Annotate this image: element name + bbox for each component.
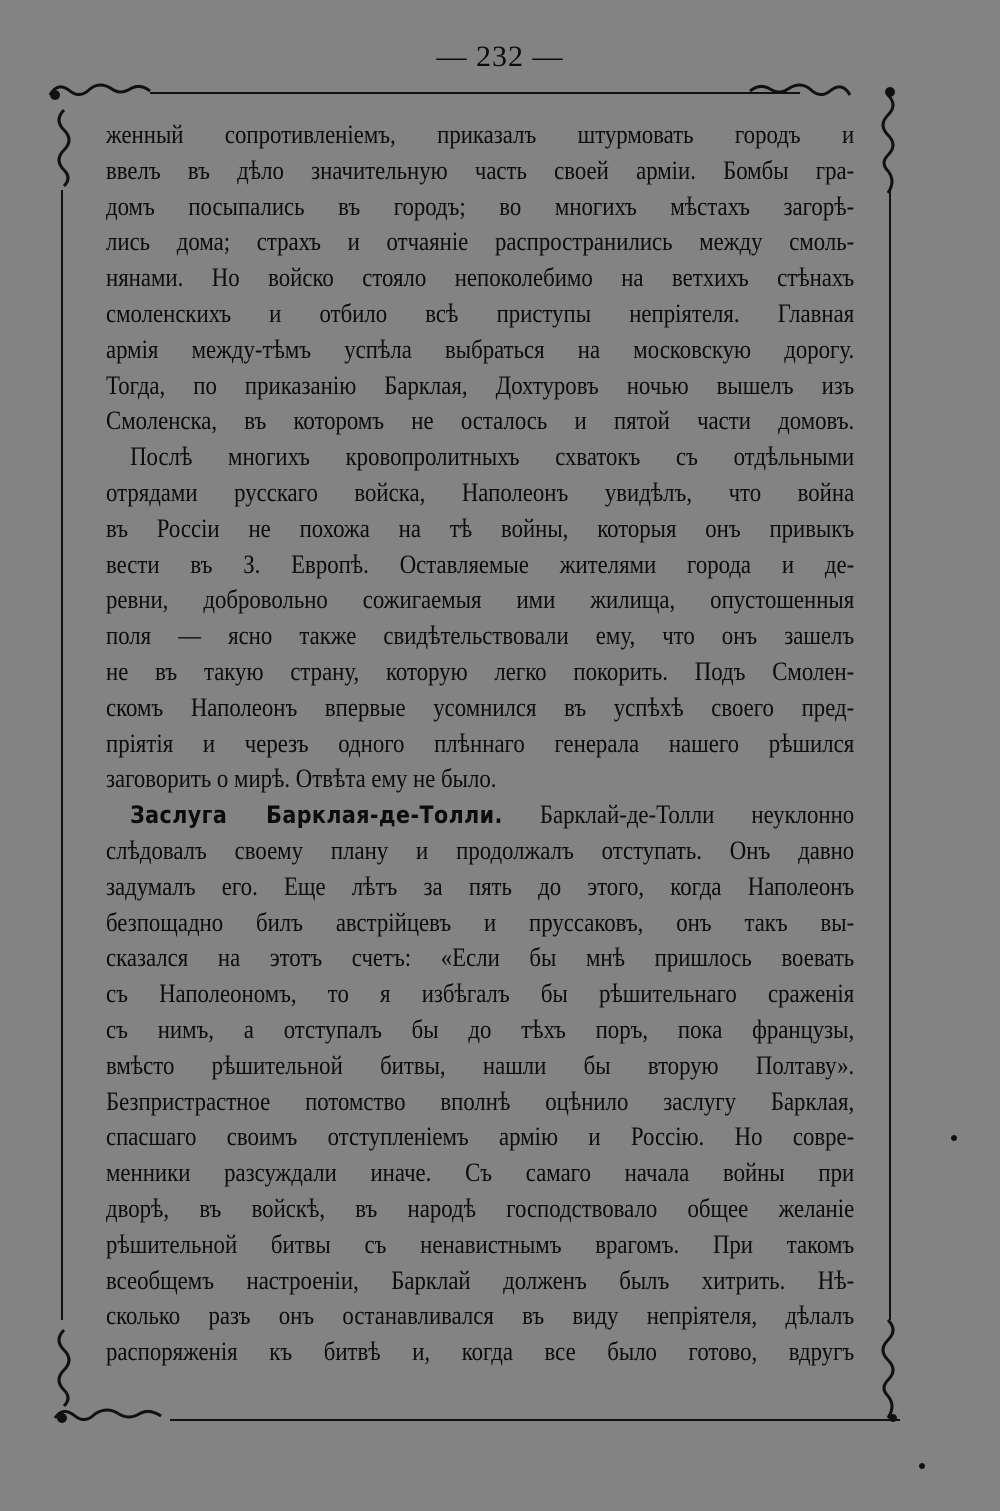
section-heading: Заслуга Барклая-де-Толли. — [130, 801, 503, 830]
text-line: спасшаго своимъ отступленіемъ армію и Россію. Но совре- — [106, 1121, 855, 1152]
text-line: сказался на этотъ счетъ: «Если бы мнѣ пришлось воевать — [106, 942, 855, 973]
text-line: заговорить о мирѣ. Отвѣта ему не было. — [106, 763, 497, 794]
text-line: рѣшительной битвы съ ненавистнымъ врагомъ. При такомъ — [106, 1228, 855, 1259]
paragraph-3 — [106, 797, 854, 1370]
text-line-with-heading — [106, 797, 854, 833]
text-line: вмѣсто рѣшительной битвы, нашли бы вторую Полтаву». — [106, 1049, 855, 1080]
text-line: ввелъ въ дѣло значительную часть своей арміи. Бомбы гра- — [106, 154, 855, 185]
text-line: всеобщемъ настроеніи, Барклай долженъ былъ хитрить. Нѣ- — [106, 1264, 855, 1295]
text-line: дворѣ, въ войскѣ, въ народѣ господствовало общее желаніе — [106, 1192, 855, 1223]
text-line: съ нимъ, а отступалъ бы до тѣхъ поръ, пока французы, — [106, 1013, 855, 1044]
text-line: пріятія и черезъ одного плѣннаго генерала нашего рѣшился — [106, 727, 855, 758]
text-line: Послѣ многихъ кровопролитныхъ схватокъ съ отдѣльными — [130, 441, 855, 472]
text-line: безпощадно билъ австрійцевъ и пруссаковъ, онъ такъ вы- — [106, 906, 855, 937]
text-line: распоряженія къ битвѣ и, когда все было готово, вдругъ — [106, 1336, 855, 1367]
paragraph-1 — [106, 117, 854, 439]
text-line: задумалъ его. Еще лѣтъ за пять до этого, когда Наполеонъ — [106, 870, 855, 901]
text-line: Тогда, по приказанію Барклая, Дохтуровъ ночью вышелъ изъ — [106, 369, 855, 400]
text-line: сколько разъ онъ останавливался въ виду непріятеля, дѣлалъ — [106, 1300, 855, 1331]
body-text — [106, 117, 855, 1370]
text-line: поля — ясно также свидѣтельствовали ему, что онъ зашелъ — [106, 620, 855, 651]
text-line: лись дома; страхъ и отчаяніе распространились между смоль- — [106, 226, 855, 257]
text-line: менники разсуждали иначе. Съ самаго начала войны при — [106, 1157, 855, 1188]
text-line: армія между-тѣмъ успѣла выбраться на московскую дорогу. — [106, 333, 855, 364]
text-line: въ Россіи не похожа на тѣ войны, которыя онъ привыкъ — [106, 512, 855, 543]
text-line: вести въ З. Европѣ. Оставляемые жителями города и де- — [106, 548, 855, 579]
text-line: женный сопротивленіемъ, приказалъ штурмовать городъ и — [106, 119, 855, 149]
text-line: отрядами русскаго войска, Наполеонъ увидѣлъ, что война — [106, 476, 855, 507]
page-number: — 232 — — [436, 40, 564, 73]
text-line: слѣдовалъ своему плану и продолжалъ отступать. Онъ давно — [106, 834, 855, 865]
paragraph-2 — [106, 439, 854, 797]
text-line: нянами. Но войско стояло непоколебимо на ветхихъ стѣнахъ — [106, 262, 855, 293]
text-line: Безпристрастное потомство вполнѣ оцѣнило заслугу Барклая, — [106, 1085, 855, 1116]
text-line: не въ такую страну, которую легко покорить. Подъ Смолен- — [106, 655, 855, 686]
text-line: Смоленска, въ которомъ не осталось и пятой части домовъ. — [106, 405, 855, 436]
text-line: скомъ Наполеонъ впервые усомнился въ успѣхѣ своего пред- — [106, 691, 855, 722]
heading-line-rest: Барклай-де-Толли неуклонно — [539, 799, 855, 830]
text-line: ревни, добровольно сожигаемыя ими жилища, опустошенныя — [106, 584, 855, 615]
text-line: смоленскихъ и отбило всѣ приступы непріятеля. Главная — [106, 297, 855, 328]
text-line: съ Наполеономъ, то я избѣгалъ бы рѣшительнаго сраженія — [106, 978, 855, 1009]
text-line: домъ посыпались въ городъ; во многихъ мѣстахъ загорѣ- — [106, 190, 855, 221]
